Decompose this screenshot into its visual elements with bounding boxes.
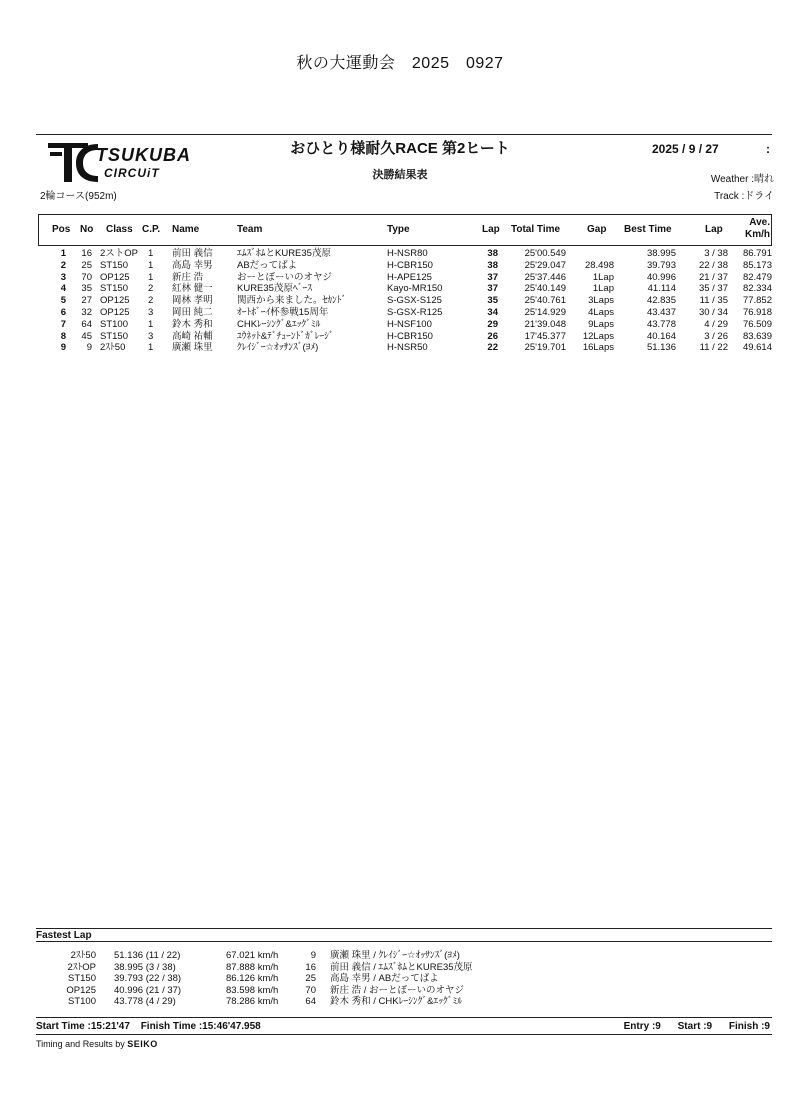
cell-cp: 1	[148, 248, 154, 259]
fl-class: 2ｽﾄ50	[70, 950, 96, 961]
cell-best-lap: 30 / 34	[698, 307, 728, 318]
fl-time: 38.995 (3 / 38)	[114, 961, 176, 973]
cell-team: おーとぼーいのオヤジ	[237, 271, 332, 283]
cell-lap: 34	[487, 307, 498, 318]
cell-lap: 22	[487, 342, 498, 354]
cell-name: 高崎 祐輔	[172, 330, 213, 342]
course-label: 2輪コース(952m)	[40, 191, 117, 202]
cell-best-time: 41.114	[647, 283, 676, 295]
cell-total-time: 25'19.701	[524, 342, 566, 354]
cell-lap: 35	[487, 295, 498, 307]
cell-pos: 9	[60, 342, 66, 354]
cell-class: ST150	[100, 283, 128, 295]
footer-top-rule	[36, 1017, 772, 1018]
cell-best-lap: 22 / 38	[698, 259, 728, 271]
cell-cp: 3	[148, 307, 154, 318]
race-time-colon: :	[766, 142, 770, 156]
finish-time: Finish Time :15:46'47.958	[140, 1021, 261, 1032]
cell-name: 前田 義信	[172, 248, 213, 259]
race-title: おひとり様耐久RACE 第2ヒート	[290, 140, 510, 157]
cell-team: KURE35茂原ﾍﾞｰｽ	[237, 283, 312, 295]
footer-times	[36, 1021, 261, 1032]
result-row	[0, 272, 800, 284]
fl-class: 2ｽﾄOP	[67, 961, 96, 973]
cell-name: 岡林 孝明	[172, 295, 213, 307]
cell-gap: 1Lap	[592, 271, 614, 283]
cell-total-time: 25'40.149	[524, 283, 566, 295]
fl-time: 43.778 (4 / 29)	[114, 996, 176, 1007]
header-total-time: Total Time	[511, 224, 561, 235]
fl-speed: 67.021 km/h	[226, 950, 279, 961]
footer-counts	[624, 1021, 770, 1032]
logo-wordmark: TSUKUBA	[96, 145, 191, 165]
cell-type: H-NSF100	[387, 318, 432, 330]
fl-no: 16	[305, 961, 316, 973]
result-row	[0, 319, 800, 331]
header-gap: Gap	[587, 224, 607, 235]
cell-total-time: 25'37.446	[524, 271, 566, 283]
fastest-lap-under-rule	[36, 941, 772, 942]
cell-team: ｸﾚｲｼﾞｰ☆ｵｯｻﾝｽﾞ(ﾖﾒ)	[237, 342, 319, 354]
header-cp: C.P.	[142, 224, 161, 235]
seiko-brand: SEIKO	[127, 1039, 158, 1049]
cell-best-time: 39.793	[646, 259, 676, 271]
cell-best-time: 38.995	[646, 248, 676, 259]
cell-ave: 76.918	[742, 307, 772, 318]
fl-time: 51.136 (11 / 22)	[114, 950, 181, 961]
fl-time: 39.793 (22 / 38)	[114, 973, 182, 984]
fl-driver: 高島 幸男 / ABだってばよ	[330, 973, 439, 984]
cell-best-time: 43.437	[646, 307, 676, 318]
fl-time: 40.996 (21 / 37)	[114, 984, 182, 996]
cell-gap: 1Lap	[592, 283, 614, 295]
cell-lap: 26	[487, 330, 498, 342]
cell-total-time: 25'00.549	[524, 248, 566, 259]
fastest-lap-row	[0, 962, 800, 974]
header-no: No	[80, 224, 94, 235]
cell-no: 25	[81, 259, 92, 271]
header-type: Type	[387, 224, 410, 235]
cell-team: 関西から来ました。ｾｶﾝﾄﾞ	[237, 295, 347, 307]
fl-driver: 廣瀬 珠里 / ｸﾚｲｼﾞｰ☆ｵｯｻﾝｽﾞ(ﾖﾒ)	[330, 950, 460, 961]
fl-class: ST150	[68, 973, 96, 984]
fl-speed: 83.598 km/h	[226, 984, 279, 996]
cell-best-time: 40.164	[646, 330, 676, 342]
cell-best-lap: 4 / 29	[704, 318, 728, 330]
cell-gap: 12Laps	[582, 330, 614, 342]
cell-cp: 1	[148, 271, 154, 283]
header-ave-line1: Ave.	[749, 217, 770, 228]
cell-no: 16	[81, 248, 92, 259]
cell-no: 45	[81, 330, 92, 342]
cell-lap: 38	[487, 248, 498, 259]
cell-class: 2ストOP	[100, 248, 139, 259]
cell-class: ST150	[100, 330, 128, 342]
header-class: Class	[106, 224, 133, 235]
cell-class: OP125	[100, 307, 130, 318]
cell-type: H-CBR150	[387, 330, 433, 342]
cell-total-time: 25'29.047	[524, 259, 566, 271]
event-title: 秋の大運動会 2025 0927	[296, 55, 504, 72]
cell-pos: 3	[60, 271, 66, 283]
cell-type: H-APE125	[387, 271, 432, 283]
header-ave-line2: Km/h	[745, 229, 770, 240]
cell-ave: 77.852	[742, 295, 772, 307]
cell-ave: 76.509	[742, 318, 772, 330]
header-team: Team	[237, 224, 263, 235]
cell-lap: 29	[487, 318, 498, 330]
cell-name: 廣瀬 珠里	[172, 342, 213, 354]
cell-best-lap: 3 / 26	[704, 330, 728, 342]
cell-gap: 9Laps	[588, 318, 614, 330]
cell-gap: 3Laps	[588, 295, 614, 307]
cell-team: CHKﾚｰｼﾝｸﾞ&ｴｯｸﾞﾐﾙ	[237, 318, 321, 330]
cell-type: H-NSR80	[387, 248, 428, 259]
cell-class: OP125	[100, 271, 130, 283]
cell-pos: 6	[60, 307, 66, 318]
header-pos: Pos	[52, 224, 71, 235]
track-label: Track :ドライ	[714, 191, 774, 202]
start-time: Start Time :15:21'47	[36, 1021, 130, 1032]
cell-best-time: 43.778	[646, 318, 676, 330]
credits-line	[36, 1039, 158, 1049]
cell-class: ST150	[100, 259, 128, 271]
cell-class: OP125	[100, 295, 130, 307]
cell-total-time: 25'14.929	[524, 307, 566, 318]
fl-no: 70	[305, 984, 316, 996]
result-row	[0, 283, 800, 295]
fl-speed: 87.888 km/h	[226, 961, 279, 973]
cell-name: 岡田 純二	[172, 307, 213, 318]
cell-best-time: 42.835	[646, 295, 676, 307]
result-row	[0, 307, 800, 319]
cell-type: Kayo-MR150	[387, 283, 443, 295]
header-ave	[730, 217, 770, 241]
cell-gap: 28.498	[584, 259, 614, 271]
race-date-value: 2025 / 9 / 27	[652, 142, 719, 156]
cell-type: S-GSX-S125	[387, 295, 442, 307]
cell-pos: 4	[60, 283, 66, 295]
fl-class: OP125	[66, 984, 96, 996]
fl-class: ST100	[68, 996, 96, 1007]
header-best-time: Best Time	[624, 224, 672, 235]
result-row	[0, 260, 800, 272]
fl-speed: 86.126 km/h	[226, 973, 279, 984]
cell-team: ABだってばよ	[237, 259, 298, 271]
cell-cp: 3	[148, 330, 154, 342]
cell-best-lap: 21 / 37	[698, 271, 728, 283]
cell-class: ST100	[100, 318, 128, 330]
header-top-rule	[36, 134, 772, 135]
fl-driver: 前田 義信 / ｴﾑｽﾞﾎﾑとKURE35茂原	[330, 961, 473, 973]
cell-pos: 8	[60, 330, 66, 342]
cell-best-time: 51.136	[646, 342, 676, 354]
cell-type: H-CBR150	[387, 259, 433, 271]
cell-total-time: 17'45.377	[524, 330, 566, 342]
cell-no: 35	[81, 283, 92, 295]
result-row	[0, 331, 800, 343]
logo-subword: CIRCUiT	[104, 166, 160, 180]
fastest-lap-row	[0, 950, 800, 962]
fl-speed: 78.286 km/h	[226, 996, 279, 1007]
cell-best-lap: 11 / 22	[699, 342, 728, 354]
cell-gap: 4Laps	[588, 307, 614, 318]
cell-no: 27	[81, 295, 92, 307]
result-row	[0, 342, 800, 354]
cell-cp: 1	[148, 259, 154, 271]
fl-driver: 鈴木 秀和 / CHKﾚｰｼﾝｸﾞ&ｴｯｸﾞﾐﾙ	[330, 996, 462, 1007]
fastest-lap-row	[0, 973, 800, 985]
cell-cp: 1	[148, 342, 154, 354]
cell-type: H-NSR50	[387, 342, 428, 354]
cell-no: 32	[81, 307, 92, 318]
header-best-lap: Lap	[705, 224, 723, 235]
result-row	[0, 295, 800, 307]
result-row	[0, 248, 800, 260]
fl-no: 9	[310, 950, 316, 961]
cell-total-time: 25'40.761	[524, 295, 566, 307]
cell-ave: 85.173	[742, 259, 772, 271]
fl-no: 64	[305, 996, 316, 1007]
cell-pos: 7	[60, 318, 66, 330]
cell-no: 9	[86, 342, 92, 354]
credits-text: Timing and Results by	[36, 1039, 125, 1049]
cell-no: 70	[81, 271, 92, 283]
cell-best-time: 40.996	[646, 271, 676, 283]
fastest-lap-label: Fastest Lap	[36, 930, 92, 941]
cell-team: ｴﾑｽﾞﾎﾑとKURE35茂原	[237, 248, 331, 259]
cell-total-time: 21'39.048	[524, 318, 566, 330]
fl-driver: 新庄 浩 / おーとぼーいのオヤジ	[330, 984, 464, 996]
cell-lap: 37	[487, 271, 498, 283]
cell-no: 64	[81, 318, 92, 330]
fastest-lap-row	[0, 996, 800, 1008]
fl-no: 25	[305, 973, 316, 984]
cell-ave: 83.639	[742, 330, 772, 342]
cell-ave: 82.334	[742, 283, 772, 295]
cell-lap: 38	[487, 259, 498, 271]
cell-best-lap: 11 / 35	[699, 295, 728, 307]
race-subtitle: 決勝結果表	[372, 169, 428, 181]
cell-name: 紅林 健一	[172, 283, 213, 295]
header-lap: Lap	[482, 224, 500, 235]
footer-bottom-rule	[36, 1034, 772, 1035]
start-count: Start :9	[677, 1021, 713, 1032]
cell-name: 新庄 浩	[172, 271, 204, 283]
weather-label: Weather :晴れ	[710, 174, 774, 185]
cell-name: 鈴木 秀和	[172, 318, 213, 330]
cell-lap: 37	[487, 283, 498, 295]
entry-count: Entry :9	[623, 1021, 661, 1032]
header-name: Name	[172, 224, 200, 235]
cell-ave: 49.614	[742, 342, 772, 354]
cell-cp: 2	[148, 283, 154, 295]
cell-cp: 2	[148, 295, 154, 307]
cell-gap: 16Laps	[582, 342, 614, 354]
fastest-lap-row	[0, 985, 800, 997]
cell-name: 高島 幸男	[172, 259, 213, 271]
cell-best-lap: 35 / 37	[698, 283, 728, 295]
cell-pos: 2	[60, 259, 66, 271]
cell-ave: 82.479	[742, 271, 772, 283]
cell-team: ﾕｳﾈｯﾄ&ﾃﾞﾁｭｰﾝﾄﾞｶﾞﾚｰｼﾞ	[237, 330, 334, 342]
cell-team: ｵｰﾄﾎﾞｰｲ杯参戦15周年	[237, 307, 329, 318]
cell-best-lap: 3 / 38	[704, 248, 728, 259]
cell-pos: 1	[60, 248, 66, 259]
cell-ave: 86.791	[742, 248, 772, 259]
cell-type: S-GSX-R125	[387, 307, 443, 318]
fastest-lap-top-rule	[36, 928, 772, 929]
cell-cp: 1	[148, 318, 154, 330]
cell-class: 2ｽﾄ50	[100, 342, 126, 354]
cell-pos: 5	[60, 295, 66, 307]
finish-count: Finish :9	[728, 1021, 770, 1032]
